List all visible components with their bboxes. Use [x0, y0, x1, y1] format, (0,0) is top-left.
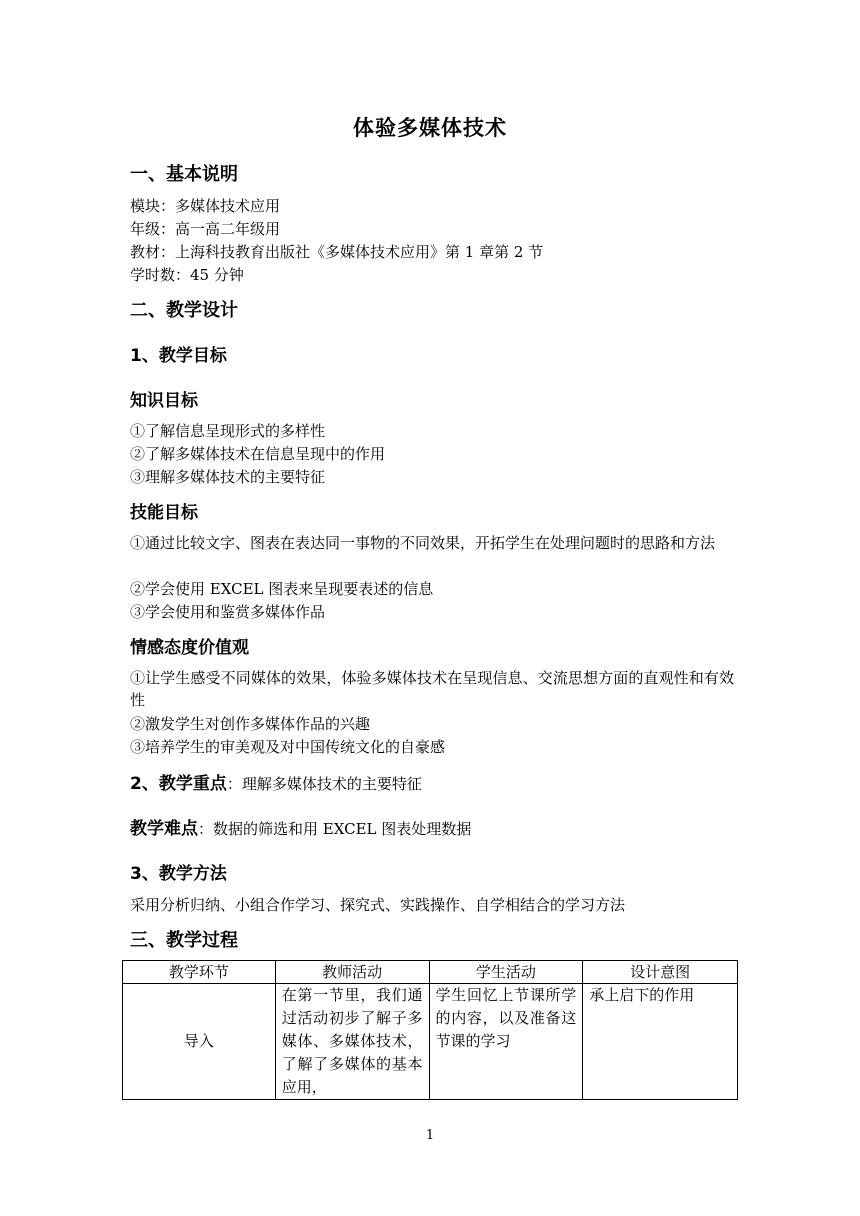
key-point-label: 2、教学重点 — [130, 774, 227, 794]
skill-goal-item: ①通过比较文字、图表在表达同一事物的不同效果，开拓学生在处理问题时的思路和方法 — [130, 534, 716, 552]
skill-goals-heading: 技能目标 — [130, 503, 198, 523]
table-row — [123, 984, 738, 1100]
skill-goal-item: ②学会使用 EXCEL 图表来呈现要表述的信息 — [130, 580, 434, 598]
info-grade: 年级：高一高二年级用 — [130, 220, 281, 238]
cell-teacher-activity: 在第一节里，我们通过活动初步了解子多媒体、多媒体技术，了解了多媒体的基本应用， — [275, 984, 429, 1100]
knowledge-goal-item: ③理解多媒体技术的主要特征 — [130, 468, 326, 486]
difficulty-text: ：数据的筛选和用 EXCEL 图表处理数据 — [198, 820, 472, 838]
process-table — [122, 960, 738, 1100]
section-heading-process: 三、教学过程 — [130, 930, 238, 951]
emotion-goal-item: ③培养学生的审美观及对中国传统文化的自豪感 — [130, 738, 446, 756]
method-heading: 3、教学方法 — [130, 864, 227, 884]
emotion-goal-item: ②激发学生对创作多媒体作品的兴趣 — [130, 715, 371, 733]
knowledge-goal-item: ①了解信息呈现形式的多样性 — [130, 422, 326, 440]
table-header-row — [123, 961, 738, 984]
info-textbook: 教材：上海科技教育出版社《多媒体技术应用》第 1 章第 2 节 — [130, 243, 544, 261]
info-hours: 学时数：45 分钟 — [130, 266, 244, 284]
key-point-text: ：理解多媒体技术的主要特征 — [226, 775, 422, 793]
difficulty-label: 教学难点 — [130, 819, 198, 839]
knowledge-goals-heading: 知识目标 — [130, 391, 198, 411]
key-point — [130, 769, 422, 794]
page-number: 1 — [425, 1128, 435, 1143]
cell-design-intent: 承上启下的作用 — [583, 984, 738, 1100]
section-heading-design: 二、教学设计 — [130, 300, 238, 321]
knowledge-goal-item: ②了解多媒体技术在信息呈现中的作用 — [130, 445, 386, 463]
info-module: 模块：多媒体技术应用 — [130, 197, 281, 215]
header-student-activity: 学生活动 — [429, 961, 583, 984]
cell-student-activity: 学生回忆上节课所学的内容，以及准备这节课的学习 — [429, 984, 583, 1100]
emotion-goal-item: ①让学生感受不同媒体的效果，体验多媒体技术在呈现信息、交流思想方面的直观性和有效性 — [130, 669, 734, 709]
header-teacher-activity: 教师活动 — [275, 961, 429, 984]
section-heading-basic-info: 一、基本说明 — [130, 164, 238, 185]
goals-heading: 1、教学目标 — [130, 346, 227, 366]
header-stage: 教学环节 — [123, 961, 276, 984]
header-design-intent: 设计意图 — [583, 961, 738, 984]
difficulty-point — [130, 814, 471, 839]
method-text: 采用分析归纳、小组合作学习、探究式、实践操作、自学相结合的学习方法 — [130, 896, 626, 914]
cell-stage: 导入 — [123, 984, 276, 1100]
document-title: 体验多媒体技术 — [353, 116, 507, 140]
emotion-goals-heading: 情感态度价值观 — [130, 638, 249, 658]
skill-goal-item: ③学会使用和鉴赏多媒体作品 — [130, 603, 326, 621]
